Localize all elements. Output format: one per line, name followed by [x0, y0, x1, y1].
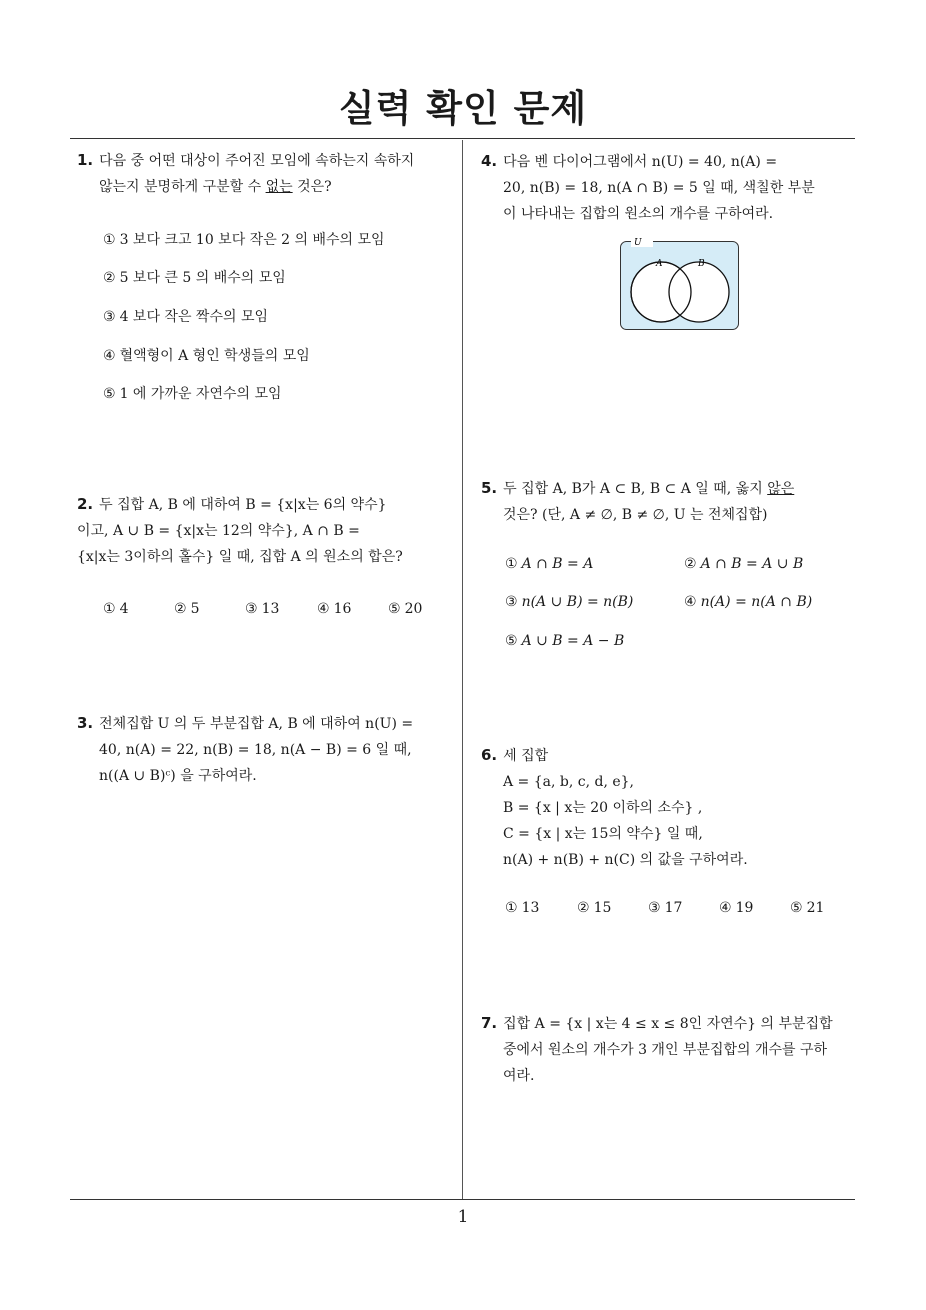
problem-text: n(A) + n(B) + n(C) 의 값을 구하여라. — [503, 852, 748, 868]
problem-text: 다음 중 어떤 대상이 주어진 모임에 속하는지 속하지 — [99, 153, 415, 169]
problem-number: 4. — [481, 152, 498, 170]
problem-text: 것은? — [292, 179, 332, 195]
problem-number: 6. — [481, 746, 498, 764]
set-b-label: B — [698, 259, 705, 269]
choice-2[interactable]: ② 5 보다 큰 5 의 배수의 모임 — [103, 270, 286, 286]
problem-text: 세 집합 — [503, 748, 549, 764]
choice-1[interactable]: ① 4 — [103, 601, 129, 617]
problem-number: 3. — [77, 714, 94, 732]
problem-text: 것은? (단, A ≠ ∅, B ≠ ∅, U 는 전체집합) — [503, 507, 768, 523]
problem-text: B = {x | x는 20 이하의 소수} , — [503, 800, 703, 816]
problem-number: 1. — [77, 151, 94, 169]
choice-5[interactable]: ⑤ 21 — [790, 900, 825, 916]
set-b-circle — [669, 262, 729, 322]
problem-text: A = {a, b, c, d, e}, — [503, 774, 635, 790]
column-divider — [462, 140, 463, 1200]
choice-1[interactable]: ① A ∩ B = A — [505, 556, 594, 572]
top-divider — [70, 138, 855, 139]
choice-5[interactable]: ⑤ 1 에 가까운 자연수의 모임 — [103, 386, 282, 402]
problem-text: n((A ∪ B)ᶜ) 을 구하여라. — [99, 768, 257, 784]
choice-4[interactable]: ④ n(A) = n(A ∩ B) — [684, 594, 813, 610]
problem-3 — [77, 710, 457, 789]
problem-text: 않는지 분명하게 구분할 수 — [99, 179, 266, 195]
problem-number: 2. — [77, 495, 94, 513]
choice-3[interactable]: ③ 13 — [245, 601, 280, 617]
underlined-word: 않은 — [767, 481, 795, 497]
choice-2[interactable]: ② 5 — [174, 601, 200, 617]
problem-text: 20, n(B) = 18, n(A ∩ B) = 5 일 때, 색칠한 부분 — [503, 180, 815, 196]
choice-5[interactable]: ⑤ 20 — [388, 601, 423, 617]
choice-4[interactable]: ④ 19 — [719, 900, 754, 916]
problem-text: 다음 벤 다이어그램에서 n(U) = 40, n(A) = — [503, 154, 778, 170]
choice-5[interactable]: ⑤ A ∪ B = A − B — [505, 633, 625, 649]
choice-3[interactable]: ③ 4 보다 작은 짝수의 모임 — [103, 309, 268, 325]
choice-3[interactable]: ③ 17 — [648, 900, 683, 916]
problem-text: {x|x는 3이하의 홀수} 일 때, 집합 A 의 원소의 합은? — [77, 549, 403, 565]
underlined-word: 없는 — [265, 179, 293, 195]
problem-text: 여라. — [503, 1068, 535, 1084]
problem-number: 5. — [481, 479, 498, 497]
set-a-label: A — [656, 259, 663, 269]
choice-4[interactable]: ④ 16 — [317, 601, 352, 617]
problem-text: 전체집합 U 의 두 부분집합 A, B 에 대하여 n(U) = — [99, 716, 414, 732]
problem-text: 40, n(A) = 22, n(B) = 18, n(A − B) = 6 일 때, — [99, 742, 412, 758]
problem-2 — [77, 491, 457, 570]
problem-4 — [481, 148, 861, 227]
choice-3[interactable]: ③ n(A ∪ B) = n(B) — [505, 594, 634, 610]
problem-6 — [481, 742, 861, 873]
choice-2[interactable]: ② A ∩ B = A ∪ B — [684, 556, 804, 572]
problem-1 — [77, 147, 457, 200]
problem-5 — [481, 475, 861, 528]
problem-text: 두 집합 A, B가 A ⊂ B, B ⊂ A 일 때, 옳지 — [503, 481, 768, 497]
problem-number: 7. — [481, 1014, 498, 1032]
problem-text: 집합 A = {x | x는 4 ≤ x ≤ 8인 자연수} 의 부분집합 — [503, 1016, 833, 1032]
problem-7 — [481, 1010, 861, 1089]
page-title: 실력 확인 문제 — [338, 87, 588, 130]
problem-text: 이 나타내는 집합의 원소의 개수를 구하여라. — [503, 206, 774, 222]
bottom-divider — [70, 1199, 855, 1200]
venn-diagram — [619, 237, 741, 333]
choice-4[interactable]: ④ 혈액형이 A 형인 학생들의 모임 — [103, 348, 310, 364]
page-number: 1 — [457, 1207, 469, 1227]
problem-text: 중에서 원소의 개수가 3 개인 부분집합의 개수를 구하 — [503, 1042, 828, 1058]
problem-text: 두 집합 A, B 에 대하여 B = {x|x는 6의 약수} — [99, 497, 387, 513]
problem-text: C = {x | x는 15의 약수} 일 때, — [503, 826, 703, 842]
choice-1[interactable]: ① 3 보다 크고 10 보다 작은 2 의 배수의 모임 — [103, 232, 385, 248]
choice-1[interactable]: ① 13 — [505, 900, 540, 916]
problem-text: 이고, A ∪ B = {x|x는 12의 약수}, A ∩ B = — [77, 523, 360, 539]
choice-2[interactable]: ② 15 — [577, 900, 612, 916]
universe-label: U — [634, 238, 642, 248]
